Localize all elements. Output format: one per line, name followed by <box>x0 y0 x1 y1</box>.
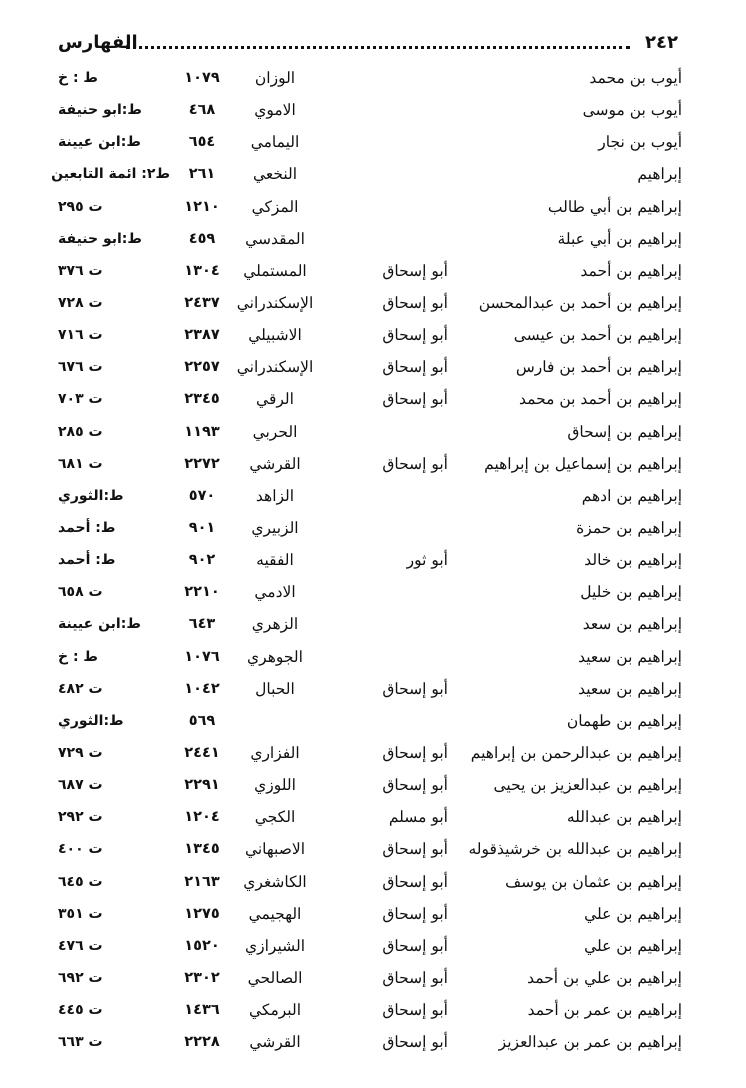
entry-reference: ت ٦٧٦ <box>58 359 103 376</box>
entry-number: ٦٤٣ <box>188 616 216 633</box>
entry-kunya: أبو إسحاق <box>382 1033 448 1052</box>
entry-reference: ت ٢٨٥ <box>58 423 103 440</box>
entry-nisba: الهجيمي <box>248 904 302 923</box>
entry-nisba: الوزان <box>254 69 296 87</box>
entry-name: أيوب بن نجار <box>598 133 682 152</box>
entry-reference: ت ٤٧٦ <box>58 937 103 954</box>
entry-nisba: الاموي <box>254 101 296 120</box>
index-row <box>58 835 682 867</box>
index-row <box>58 128 682 160</box>
entry-number: ١٠٤٢ <box>184 680 220 697</box>
entry-kunya: أبو إسحاق <box>382 679 448 698</box>
entry-number: ٢٣٨٧ <box>184 327 220 344</box>
entry-name: إبراهيم بن ادهم <box>581 486 682 505</box>
entry-nisba: الإسكندراني <box>236 358 314 377</box>
entry-name: إبراهيم بن طهمان <box>566 711 682 730</box>
entry-kunya: أبو إسحاق <box>382 840 448 859</box>
entry-nisba: الفقيه <box>256 551 294 570</box>
entry-number: ٦٥٤ <box>188 134 216 151</box>
entry-nisba: الصالحي <box>247 968 303 987</box>
entry-kunya: أبو إسحاق <box>382 968 448 987</box>
entry-nisba: المزكي <box>251 197 299 216</box>
index-row <box>58 385 682 417</box>
page-title: الفهارس <box>58 32 138 53</box>
entry-name: إبراهيم بن إسحاق <box>567 422 682 441</box>
entry-kunya: أبو إسحاق <box>382 743 448 762</box>
entry-number: ٢٣٠٢ <box>184 969 220 986</box>
entry-kunya: أبو إسحاق <box>382 776 448 795</box>
entry-number: ٢٢٧٢ <box>184 455 220 472</box>
index-row <box>58 257 682 289</box>
index-row <box>58 450 682 482</box>
entry-name: إبراهيم بن أبي عبلة <box>557 229 682 248</box>
entry-kunya: أبو إسحاق <box>382 358 448 377</box>
entry-nisba: النخعي <box>252 165 298 184</box>
entry-name: إبراهيم بن سعيد <box>578 679 682 698</box>
index-row <box>51 160 682 192</box>
entry-name: إبراهيم بن عمر بن عبدالعزيز <box>498 1033 682 1052</box>
entry-name: أيوب بن موسى <box>582 101 682 120</box>
entry-name: إبراهيم بن أبي طالب <box>547 197 682 216</box>
entry-reference: ط:ابو حنيفة <box>58 230 142 247</box>
entry-number: ٢١٦٣ <box>184 873 220 890</box>
index-row <box>58 739 682 771</box>
entry-kunya: أبو إسحاق <box>382 1001 448 1020</box>
entry-reference: ت ٦٩٢ <box>58 969 103 986</box>
entry-nisba: اللوزي <box>254 776 296 795</box>
entry-number: ٢٣٤٥ <box>184 391 220 408</box>
index-row <box>58 225 682 257</box>
entry-nisba: المستملي <box>243 261 307 280</box>
entry-number: ٢٤٣٧ <box>184 294 220 311</box>
entry-name: أيوب بن محمد <box>589 69 682 87</box>
entry-name: إبراهيم بن سعد <box>582 615 682 634</box>
entry-nisba: الكاشغري <box>243 872 307 891</box>
header-leader-dots <box>126 46 630 49</box>
entry-nisba: اليمامي <box>250 133 300 152</box>
index-row <box>58 96 682 128</box>
entry-kunya: أبو إسحاق <box>382 390 448 409</box>
entry-name: إبراهيم بن أحمد بن محمد <box>519 390 682 409</box>
index-row <box>58 932 682 964</box>
page-header <box>58 30 678 60</box>
entry-nisba: الاشبيلي <box>248 326 302 345</box>
index-row <box>58 643 682 675</box>
entry-name: إبراهيم بن أحمد بن فارس <box>515 358 682 377</box>
index-row <box>58 675 682 707</box>
entry-name: إبراهيم بن علي بن أحمد <box>527 968 682 987</box>
entry-nisba: الزبيري <box>251 518 299 537</box>
index-row <box>58 964 682 996</box>
entry-name: إبراهيم بن أحمد بن عيسى <box>513 326 682 345</box>
entry-nisba: الإسكندراني <box>236 293 314 312</box>
entry-reference: ط:ابو حنيفة <box>58 102 142 119</box>
entry-name: إبراهيم بن عبدالله <box>566 808 682 827</box>
entry-number: ١٢٧٥ <box>184 905 220 922</box>
entry-name: إبراهيم بن عبدالعزيز بن يحيى <box>493 776 682 795</box>
entry-number: ١٥٢٠ <box>184 937 220 954</box>
entry-number: ١٣٠٤ <box>184 262 220 279</box>
entry-number: ١٠٧٩ <box>184 70 220 86</box>
entry-kunya: أبو إسحاق <box>382 872 448 891</box>
entry-kunya: أبو إسحاق <box>382 326 448 345</box>
page-number: ٢٤٢ <box>645 32 678 53</box>
index-row <box>58 546 682 578</box>
index-row <box>58 321 682 353</box>
entry-reference: ط : خ <box>58 648 98 665</box>
index-row <box>58 193 682 225</box>
entry-name: إبراهيم بن علي <box>584 936 682 955</box>
index-row <box>58 996 682 1028</box>
entry-reference: ت ٢٩٢ <box>58 809 103 826</box>
index-row <box>58 707 682 739</box>
entry-kunya: أبو ثور <box>406 551 448 570</box>
entry-name: إبراهيم بن علي <box>584 904 682 923</box>
entry-reference: ط٢: ائمة التابعين <box>51 166 170 183</box>
entry-number: ٤٥٩ <box>188 230 216 247</box>
entry-number: ١٠٧٦ <box>184 648 220 665</box>
entry-name: إبراهيم بن حمزة <box>576 518 682 537</box>
entry-number: ١٤٣٦ <box>184 1002 220 1019</box>
entry-reference: ت ٤٠٠ <box>58 841 103 858</box>
index-row <box>58 803 682 835</box>
entry-reference: ط:الثوري <box>58 487 124 504</box>
index-row <box>58 289 682 321</box>
entry-number: ٩٠٢ <box>188 552 216 569</box>
entry-reference: ت ٦٤٥ <box>58 873 103 890</box>
entry-number: ١٢٠٤ <box>184 809 220 826</box>
entry-number: ٢٤٤١ <box>184 744 220 761</box>
entry-number: ٥٦٩ <box>188 712 216 729</box>
entry-number: ٢٢٩١ <box>184 777 220 794</box>
entry-nisba: الزاهد <box>255 486 295 505</box>
entry-name: إبراهيم بن أحمد <box>580 261 682 280</box>
index-row <box>58 1028 682 1060</box>
entry-nisba: القرشي <box>249 1033 301 1052</box>
index-row <box>58 900 682 932</box>
entry-number: ٢٢١٠ <box>184 584 220 601</box>
entry-nisba: القرشي <box>249 454 301 473</box>
entry-reference: ت ٧٢٨ <box>58 294 103 311</box>
index-row <box>58 482 682 514</box>
entry-name: إبراهيم بن عمر بن أحمد <box>527 1001 682 1020</box>
entry-reference: ت ٣٧٦ <box>58 262 103 279</box>
entry-reference: ت ٧٢٩ <box>58 744 103 761</box>
entry-kunya: أبو إسحاق <box>382 261 448 280</box>
entry-nisba: الاصبهاني <box>244 840 306 859</box>
entry-number: ١٢١٠ <box>184 198 220 215</box>
entry-reference: ط: أحمد <box>58 552 116 569</box>
entry-kunya: أبو إسحاق <box>382 936 448 955</box>
entry-number: ١٣٤٥ <box>184 841 220 858</box>
entry-nisba: الرقي <box>256 390 294 409</box>
entry-name: إبراهيم بن أحمد بن عبدالمحسن <box>478 293 682 312</box>
entry-name: إبراهيم <box>637 165 682 184</box>
entry-reference: ت ٦٦٣ <box>58 1034 103 1051</box>
index-row <box>58 610 682 642</box>
entry-nisba: الشيرازي <box>244 936 305 955</box>
entry-nisba: الجوهري <box>247 647 303 666</box>
entry-name: إبراهيم بن إسماعيل بن إبراهيم <box>484 454 682 473</box>
entry-number: ٤٦٨ <box>188 102 216 119</box>
entry-kunya: أبو إسحاق <box>382 293 448 312</box>
entry-number: ١١٩٣ <box>184 423 220 440</box>
entry-reference: ط:ابن عيينة <box>58 134 141 151</box>
entry-name: إبراهيم بن خليل <box>580 583 682 602</box>
entry-reference: ت ٦٥٨ <box>58 584 103 601</box>
entry-nisba: الكجي <box>254 808 296 827</box>
index-row <box>58 418 682 450</box>
entry-reference: ت ٤٤٥ <box>58 1002 103 1019</box>
index-row <box>58 64 682 96</box>
index-row <box>58 353 682 385</box>
entry-reference: ط: أحمد <box>58 519 116 536</box>
entry-name: إبراهيم بن خالد <box>584 551 682 570</box>
index-table <box>51 64 682 1060</box>
index-row <box>58 578 682 610</box>
entry-reference: ت ٦٨٧ <box>58 777 103 794</box>
entry-number: ٢٢٥٧ <box>184 359 220 376</box>
entry-reference: ت ٧٠٣ <box>58 391 103 408</box>
entry-nisba: المقدسي <box>245 229 305 248</box>
entry-name: إبراهيم بن عبدالله بن خرشيذقوله <box>468 840 682 859</box>
entry-number: ٢٢٢٨ <box>184 1034 220 1051</box>
entry-nisba: البرمكي <box>248 1001 302 1020</box>
entry-reference: ط:ابن عيينة <box>58 616 141 633</box>
index-row <box>58 868 682 900</box>
entry-reference: ت ٦٨١ <box>58 455 103 472</box>
entry-nisba: الفزاري <box>250 743 300 762</box>
entry-kunya: أبو إسحاق <box>382 454 448 473</box>
entry-reference: ت ٢٩٥ <box>58 198 103 215</box>
entry-nisba: الزهري <box>251 615 299 634</box>
entry-number: ٢٦١ <box>188 166 216 183</box>
index-row <box>58 771 682 803</box>
entry-name: إبراهيم بن عثمان بن يوسف <box>505 872 682 891</box>
entry-name: إبراهيم بن عبدالرحمن بن إبراهيم <box>470 743 682 762</box>
index-row <box>58 514 682 546</box>
entry-reference: ت ٣٥١ <box>58 905 103 922</box>
entry-nisba: الحبال <box>255 679 295 698</box>
entry-number: ٥٧٠ <box>188 487 216 504</box>
entry-kunya: أبو مسلم <box>388 808 448 827</box>
entry-nisba: الادمي <box>254 583 296 602</box>
entry-name: إبراهيم بن سعيد <box>578 647 682 666</box>
entry-kunya: أبو إسحاق <box>382 904 448 923</box>
entry-number: ٩٠١ <box>188 519 216 536</box>
entry-reference: ط : خ <box>58 70 98 86</box>
entry-reference: ط:الثوري <box>58 712 124 729</box>
entry-reference: ت ٧١٦ <box>58 327 103 344</box>
entry-nisba: الحربي <box>252 422 298 441</box>
entry-reference: ت ٤٨٢ <box>58 680 103 697</box>
